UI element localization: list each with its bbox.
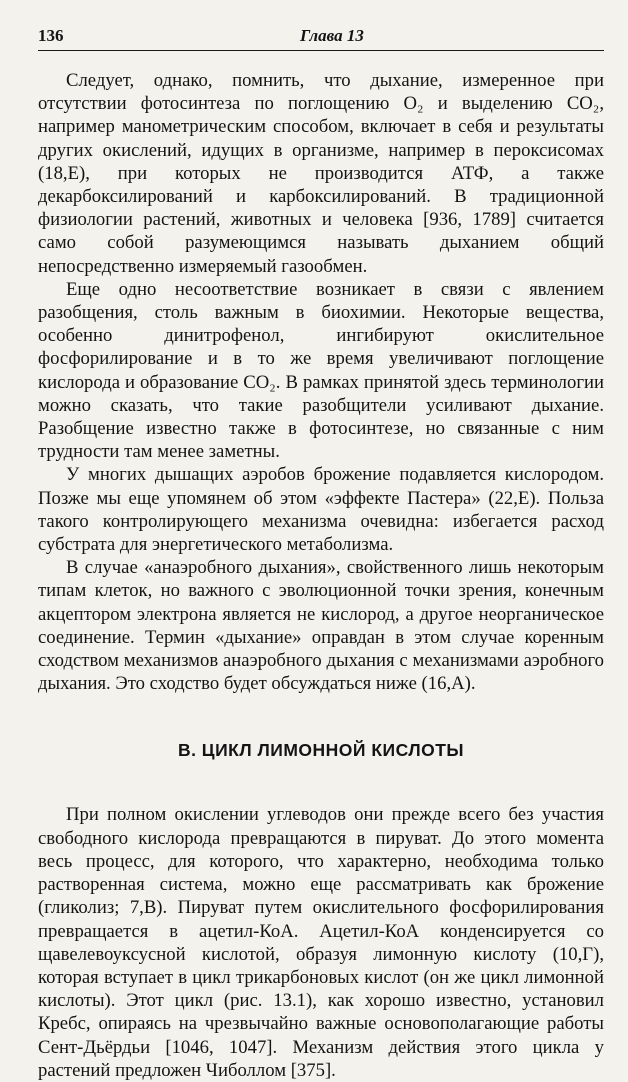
paragraph: У многих дышащих аэробов брожение подавляется кислородом. Позже мы еще упомянем об этом «эффекте Пастера» (22,E). Польза такого контролирующего механизма очевидна: избегается расход субстрата для энергетического метаболизма. (38, 464, 604, 556)
page-number: 136 (38, 26, 64, 45)
section-paragraph: При полном окислении углеводов они прежде всего без участия свободного кислорода превращаются в пируват. До этого момента весь процесс, для которого, что характерно, необходима только растворенная система, можно еще рассматривать как брожение (гликолиз; 7,B). Пируват путем окислительного фосфорилирования превращается в ацетил-КоА. Ацетил-КоА конденсируется со щавелевоуксусной кислотой, образуя лимонную кислоту (10,Г), которая вступает в цикл трикарбоновых кислот (он же цикл лимонной кислоты). Этот цикл (рис. 13.1), как хорошо известно, установил Кребс, опираясь на чрезвычайно важные основополагающие работы Сент-Дьёрдьи [1046, 1047]. Механизм действия этого цикла у растений предложен Чиболлом [375]. (38, 804, 604, 1081)
paragraph: Следует, однако, помнить, что дыхание, измеренное при отсутствии фотосинтеза по поглощению O₂ и выделению CO₂, например манометрическим способом, включает в себя и результаты других окислений, идущих в организме, например в пероксисомах (18,E), при которых не производится АТФ, а также декарбоксилирований и карбоксилирований. В традиционной физиологии растений, животных и человека [936, 1789] считается само собой разумеющимся называть дыханием общий непосредственно измеряемый газообмен. (38, 70, 604, 277)
page-header (38, 24, 604, 51)
page-body (38, 69, 604, 1082)
running-head: Глава 13 (300, 26, 364, 45)
paragraph: Еще одно несоответствие возникает в связи с явлением разобщения, столь важным в биохимии. Некоторые вещества, особенно динитрофенол, ингибируют окислительное фосфорилирование и в то же время увеличивают поглощение кислорода и образование CO₂. В рамках принятой здесь терминологии можно сказать, что такие разобщители усиливают дыхание. Разобщение известно также в фотосинтезе, но связанные с ним трудности там менее заметны. (38, 278, 604, 463)
paragraph: В случае «анаэробного дыхания», свойственного лишь некоторым типам клеток, но важного с эволюционной точки зрения, конечным акцептором электрона является не кислород, а другое неорганическое соединение. Термин «дыхание» оправдан в этом случае коренным сходством механизмов анаэробного дыхания с механизмами аэробного дыхания. Это сходство будет обсуждаться ниже (16,A). (38, 557, 604, 695)
book-page (38, 24, 604, 1081)
section-heading: В. ЦИКЛ ЛИМОННОЙ КИСЛОТЫ (177, 740, 465, 761)
